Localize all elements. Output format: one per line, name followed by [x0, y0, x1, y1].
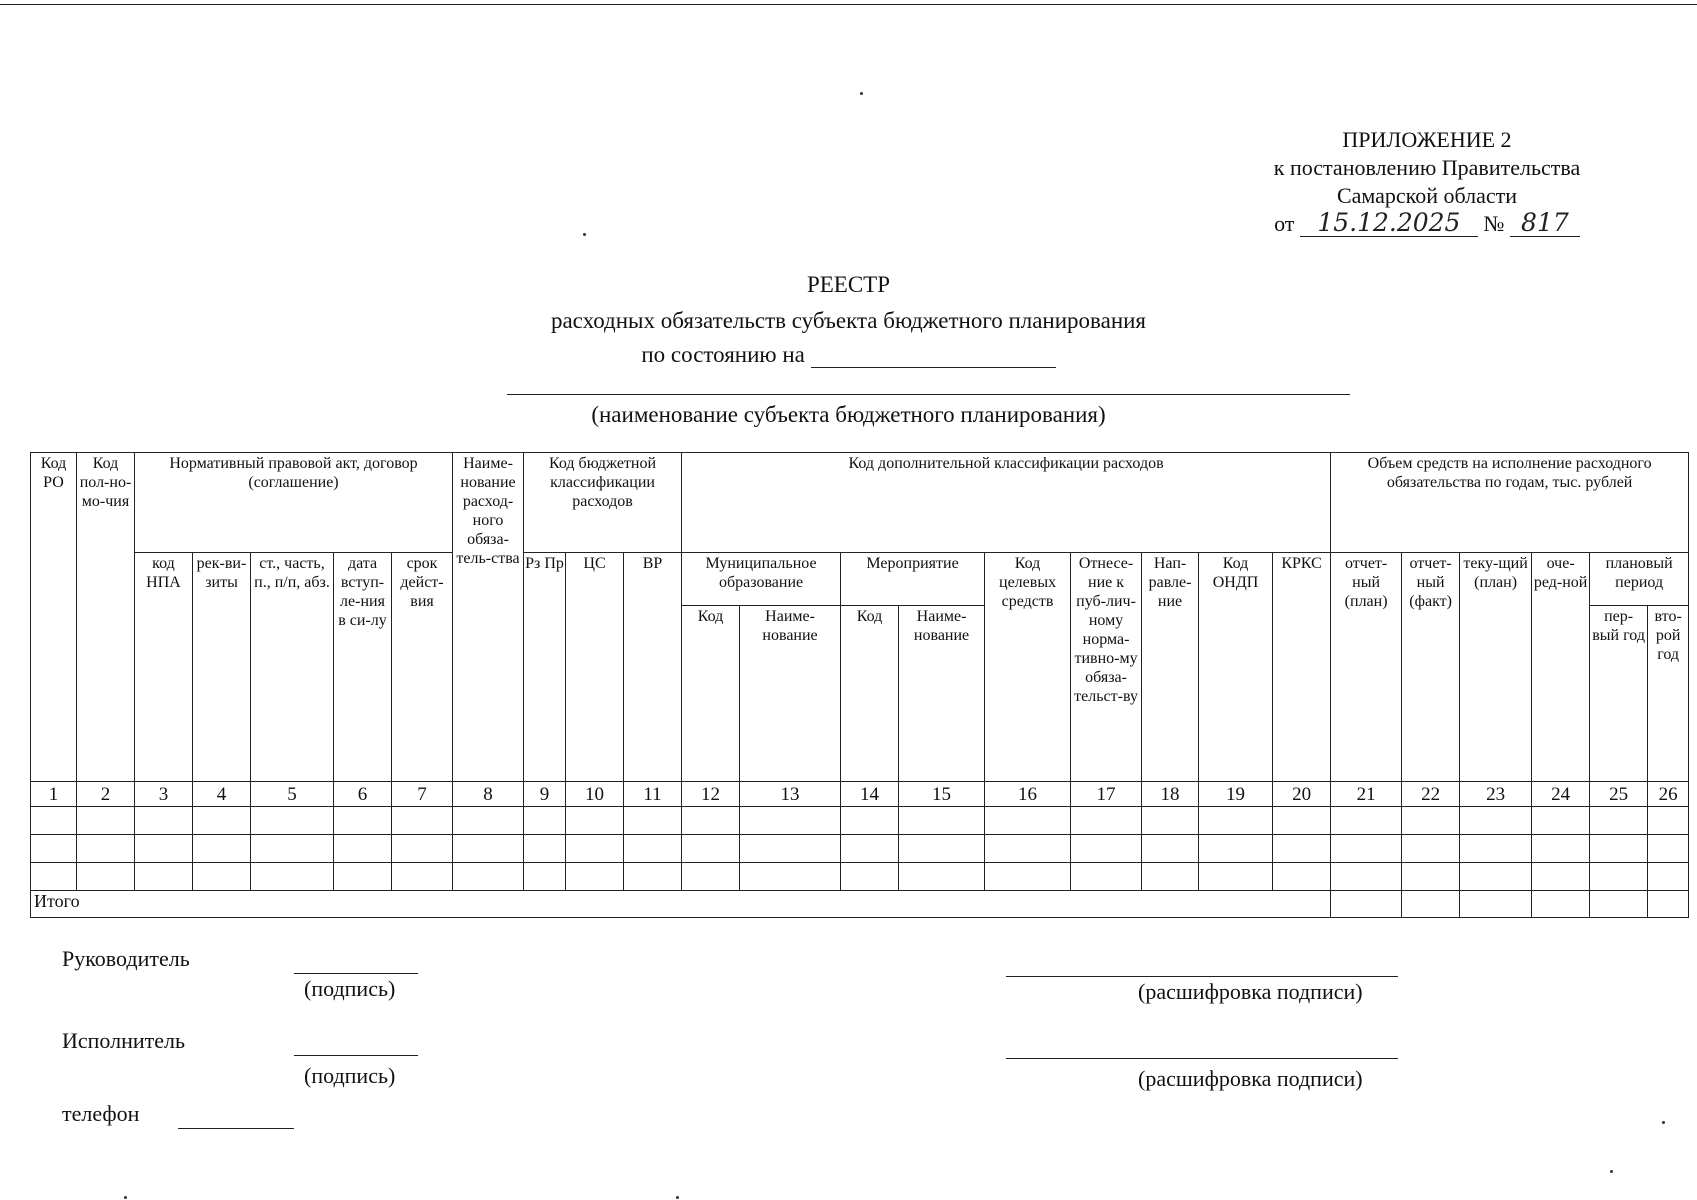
table-cell[interactable] — [1532, 863, 1590, 891]
total-row — [31, 891, 1689, 918]
table-cell[interactable] — [899, 835, 985, 863]
table-cell[interactable] — [1532, 835, 1590, 863]
as-of-line — [0, 341, 1697, 368]
number-prefix: № — [1483, 211, 1505, 236]
handwritten-number: 817 — [1510, 210, 1580, 237]
header-mun-kod: Код — [682, 606, 740, 782]
appendix-line: Самарской области — [1336, 183, 1518, 208]
column-number: 10 — [566, 782, 624, 807]
table-cell[interactable] — [453, 863, 524, 891]
total-cell[interactable] — [1460, 891, 1532, 918]
table-cell[interactable] — [1460, 835, 1532, 863]
header-otch-plan: отчет-ный (план) — [1331, 553, 1402, 782]
header-kod-npa: код НПА — [135, 553, 193, 782]
table-cell[interactable] — [1590, 835, 1648, 863]
table-cell[interactable] — [31, 863, 77, 891]
header-kod-polnomochiya: Код пол-но-мо-чия — [77, 453, 135, 782]
column-number-row — [31, 782, 1689, 807]
header-data-vstupleniya: дата вступ-ле-ния в си-лу — [334, 553, 392, 782]
table-cell[interactable] — [682, 807, 740, 835]
column-number: 12 — [682, 782, 740, 807]
table-cell[interactable] — [1402, 835, 1460, 863]
table-cell[interactable] — [1402, 863, 1460, 891]
column-number: 25 — [1590, 782, 1648, 807]
header-row — [31, 553, 1689, 606]
header-obem: Объем средств на исполнение расходного обязательства по годам, тыс. рублей — [1331, 453, 1689, 553]
table-cell[interactable] — [1590, 807, 1648, 835]
table-cell[interactable] — [1590, 863, 1648, 891]
column-number: 14 — [841, 782, 899, 807]
head-label: Руководитель — [62, 946, 190, 971]
table-cell[interactable] — [740, 863, 841, 891]
table-cell[interactable] — [624, 807, 682, 835]
header-ocherednoy: оче-ред-ной — [1532, 553, 1590, 782]
table-cell[interactable] — [985, 807, 1071, 835]
header-mun-naim: Наиме-нование — [740, 606, 841, 782]
table-cell[interactable] — [899, 807, 985, 835]
table-cell[interactable] — [1142, 807, 1199, 835]
table-cell[interactable] — [1648, 863, 1689, 891]
table-cell[interactable] — [193, 807, 251, 835]
column-number: 3 — [135, 782, 193, 807]
header-mer-naim: Наиме-нование — [899, 606, 985, 782]
table-cell[interactable] — [251, 807, 334, 835]
table-cell[interactable] — [1331, 863, 1402, 891]
table-cell[interactable] — [682, 835, 740, 863]
table-cell[interactable] — [453, 807, 524, 835]
table-cell[interactable] — [334, 863, 392, 891]
table-cell[interactable] — [1199, 835, 1273, 863]
table-cell[interactable] — [740, 807, 841, 835]
table-cell[interactable] — [841, 863, 899, 891]
table-cell[interactable] — [1331, 807, 1402, 835]
header-mer-kod: Код — [841, 606, 899, 782]
table-cell[interactable] — [1199, 863, 1273, 891]
header-srok: срок дейст-вия — [392, 553, 453, 782]
scan-speck — [676, 1196, 679, 1199]
table-cell[interactable] — [392, 835, 453, 863]
table-cell[interactable] — [1648, 835, 1689, 863]
scan-speck — [583, 233, 586, 236]
executor-signature-caption: (подпись) — [304, 1063, 396, 1088]
table-cell[interactable] — [524, 863, 566, 891]
head-decode-caption: (расшифровка подписи) — [1138, 979, 1363, 1004]
table-cell[interactable] — [1648, 807, 1689, 835]
total-cell[interactable] — [1590, 891, 1648, 918]
table-cell[interactable] — [193, 835, 251, 863]
table-cell[interactable] — [566, 807, 624, 835]
column-number: 4 — [193, 782, 251, 807]
column-number: 9 — [524, 782, 566, 807]
table-row — [31, 835, 1689, 863]
header-napravlenie: Нап-равле-ние — [1142, 553, 1199, 782]
header-otnesenie: Отнесе-ние к пуб-лич-ному норма-тивно-му обяза-тельст-ву — [1071, 553, 1142, 782]
header-vtoroy-god: вто-рой год — [1648, 606, 1689, 782]
table-cell[interactable] — [77, 863, 135, 891]
table-cell[interactable] — [841, 807, 899, 835]
executor-label: Исполнитель — [62, 1028, 186, 1053]
table-cell[interactable] — [193, 863, 251, 891]
table-cell[interactable] — [1071, 807, 1142, 835]
table-cell[interactable] — [682, 863, 740, 891]
executor-decode-line[interactable] — [1006, 1058, 1398, 1059]
appendix-title: ПРИЛОЖЕНИЕ 2 — [1342, 127, 1512, 152]
header-vr: ВР — [624, 553, 682, 782]
column-number: 19 — [1199, 782, 1273, 807]
table-cell[interactable] — [841, 835, 899, 863]
table-cell[interactable] — [334, 807, 392, 835]
column-number: 18 — [1142, 782, 1199, 807]
header-kod-celevyh: Код целевых средств — [985, 553, 1071, 782]
appendix-date-line — [1237, 210, 1617, 238]
table-cell[interactable] — [1142, 835, 1199, 863]
header-ondp: Код ОНДП — [1199, 553, 1273, 782]
table-cell[interactable] — [566, 835, 624, 863]
table-cell[interactable] — [453, 835, 524, 863]
head-decode-line[interactable] — [1006, 976, 1398, 977]
table-cell[interactable] — [985, 863, 1071, 891]
table-cell[interactable] — [251, 863, 334, 891]
column-number: 1 — [31, 782, 77, 807]
column-number: 26 — [1648, 782, 1689, 807]
header-naimenovanie: Наиме-нование расход-ного обяза-тель-ства — [453, 453, 524, 782]
table-cell[interactable] — [985, 835, 1071, 863]
table-row — [31, 863, 1689, 891]
document-subtitle: расходных обязательств субъекта бюджетного планирования — [550, 308, 1147, 333]
handwritten-date: 15.12.2025 — [1300, 210, 1478, 237]
table-cell[interactable] — [624, 863, 682, 891]
total-cell[interactable] — [1331, 891, 1402, 918]
column-number: 23 — [1460, 782, 1532, 807]
table-cell[interactable] — [392, 863, 453, 891]
scan-edge-line — [0, 4, 1697, 5]
header-perviy-god: пер-вый год — [1590, 606, 1648, 782]
table-cell[interactable] — [77, 835, 135, 863]
column-number: 16 — [985, 782, 1071, 807]
table-cell[interactable] — [1071, 835, 1142, 863]
head-signature-caption: (подпись) — [304, 976, 396, 1001]
appendix-block — [1237, 126, 1617, 238]
table-cell[interactable] — [135, 835, 193, 863]
table-cell[interactable] — [1142, 863, 1199, 891]
table-cell[interactable] — [1273, 863, 1331, 891]
table-row — [31, 807, 1689, 835]
column-number: 20 — [1273, 782, 1331, 807]
scan-speck — [124, 1196, 127, 1199]
table-cell[interactable] — [31, 835, 77, 863]
total-label: Итого — [31, 891, 1331, 918]
register-table — [30, 452, 1689, 918]
table-cell[interactable] — [740, 835, 841, 863]
subject-name-field[interactable] — [507, 394, 1350, 395]
scan-speck — [860, 92, 863, 95]
header-dop-klass: Код дополнительной классификации расходов — [682, 453, 1331, 553]
date-prefix: от — [1274, 211, 1295, 236]
table-cell[interactable] — [1273, 835, 1331, 863]
table-cell[interactable] — [1402, 807, 1460, 835]
header-municipal: Муниципальное образование — [682, 553, 841, 606]
column-number: 24 — [1532, 782, 1590, 807]
table-cell[interactable] — [1331, 835, 1402, 863]
executor-decode-caption: (расшифровка подписи) — [1138, 1066, 1363, 1091]
executor-signature-line[interactable] — [294, 1055, 418, 1056]
table-cell[interactable] — [1071, 863, 1142, 891]
column-number: 11 — [624, 782, 682, 807]
header-kod-ro: Код РО — [31, 453, 77, 782]
header-rekvizity: рек-ви-зиты — [193, 553, 251, 782]
table-cell[interactable] — [899, 863, 985, 891]
table-cell[interactable] — [251, 835, 334, 863]
table-cell[interactable] — [334, 835, 392, 863]
header-npa: Нормативный правовой акт, договор (соглашение) — [135, 453, 453, 553]
table-cell[interactable] — [31, 807, 77, 835]
subject-name-caption: (наименование субъекта бюджетного планирования) — [591, 402, 1106, 427]
table-cell[interactable] — [624, 835, 682, 863]
header-kbk: Код бюджетной классификации расходов — [524, 453, 682, 553]
total-cell[interactable] — [1648, 891, 1689, 918]
header-rzpr: Рз Пр — [524, 553, 566, 782]
header-planoviy-period: плановый период — [1590, 553, 1689, 606]
phone-label: телефон — [62, 1101, 140, 1126]
column-number: 13 — [740, 782, 841, 807]
column-number: 7 — [392, 782, 453, 807]
table-cell[interactable] — [524, 835, 566, 863]
table-cell[interactable] — [135, 807, 193, 835]
as-of-label: по состоянию на — [641, 342, 805, 367]
table-cell[interactable] — [1460, 807, 1532, 835]
header-statya: ст., часть, п., п/п, абз. — [251, 553, 334, 782]
table-cell[interactable] — [77, 807, 135, 835]
table-cell[interactable] — [392, 807, 453, 835]
phone-field[interactable] — [178, 1128, 294, 1129]
header-tekushiy: теку-щий (план) — [1460, 553, 1532, 782]
column-number: 8 — [453, 782, 524, 807]
column-number: 17 — [1071, 782, 1142, 807]
scan-speck — [1610, 1170, 1613, 1173]
column-number: 22 — [1402, 782, 1460, 807]
table-cell[interactable] — [135, 863, 193, 891]
appendix-line: к постановлению Правительства — [1273, 155, 1581, 180]
column-number: 21 — [1331, 782, 1402, 807]
column-number: 5 — [251, 782, 334, 807]
table-cell[interactable] — [1460, 863, 1532, 891]
header-cs: ЦС — [566, 553, 624, 782]
table-cell[interactable] — [1273, 807, 1331, 835]
column-number: 15 — [899, 782, 985, 807]
total-cell[interactable] — [1402, 891, 1460, 918]
header-meropriyatie: Мероприятие — [841, 553, 985, 606]
head-signature-line[interactable] — [294, 973, 418, 974]
document-heading: РЕЕСТР — [806, 272, 891, 297]
table-cell[interactable] — [1199, 807, 1273, 835]
table-cell[interactable] — [524, 807, 566, 835]
table-cell[interactable] — [1532, 807, 1590, 835]
total-cell[interactable] — [1532, 891, 1590, 918]
column-number: 2 — [77, 782, 135, 807]
column-number: 6 — [334, 782, 392, 807]
table-cell[interactable] — [566, 863, 624, 891]
as-of-date-field[interactable] — [811, 341, 1056, 368]
header-otch-fakt: отчет-ный (факт) — [1402, 553, 1460, 782]
header-krks: КРКС — [1273, 553, 1331, 782]
header-row — [31, 453, 1689, 553]
scan-speck — [1662, 1121, 1665, 1124]
